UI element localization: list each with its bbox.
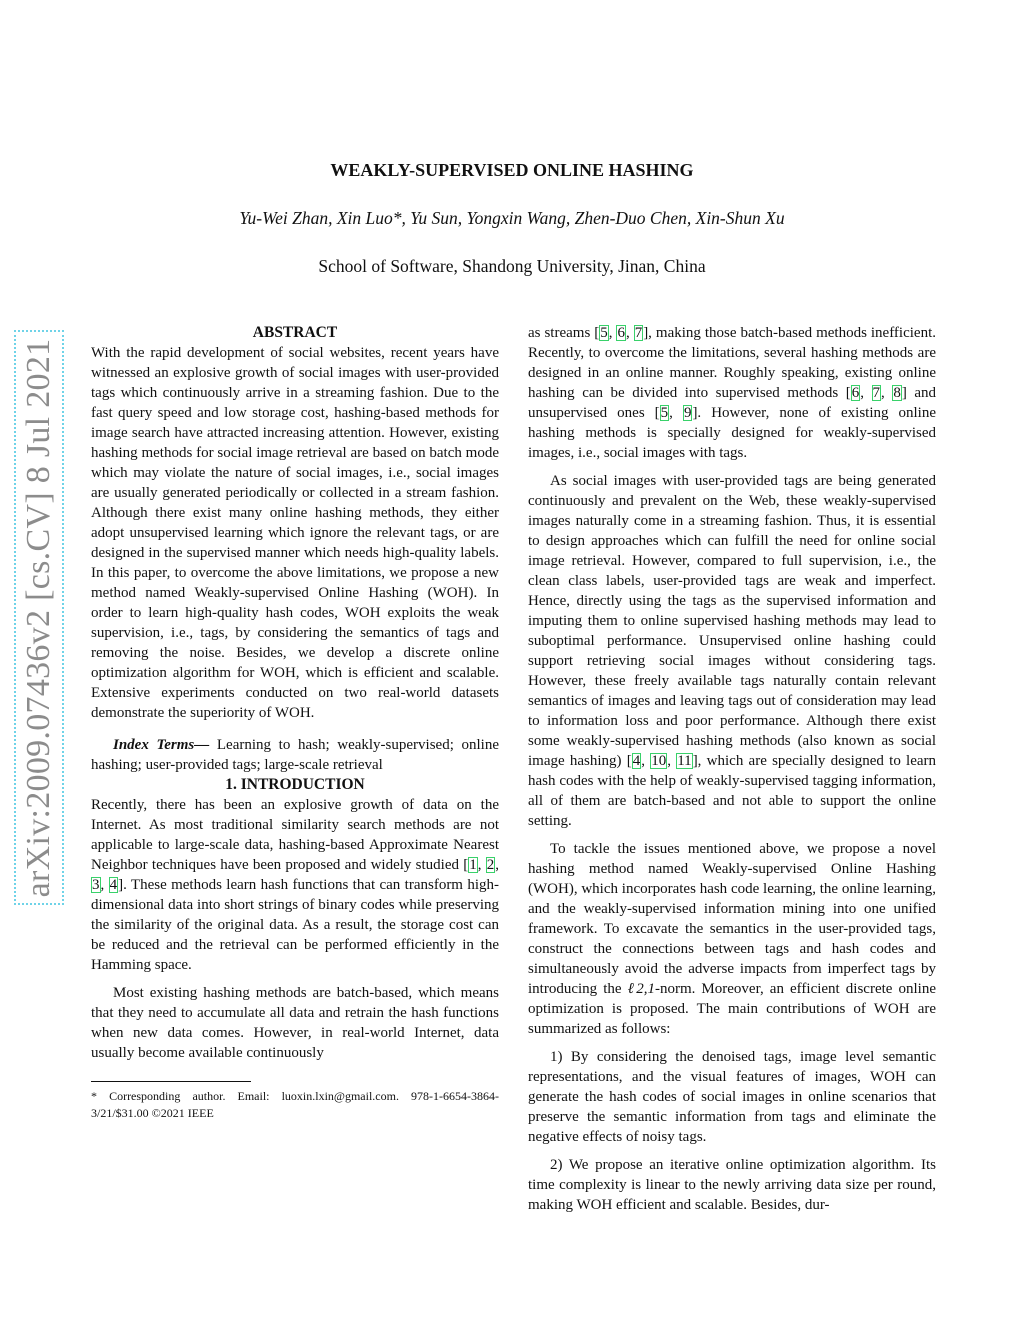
citation-link[interactable]: 4	[109, 877, 118, 893]
citation-link[interactable]: 11	[677, 753, 692, 769]
citation-link[interactable]: 5	[660, 405, 669, 421]
l21-norm-symbol: ℓ2,1	[627, 981, 655, 997]
paper-title: WEAKLY-SUPERVISED ONLINE HASHING	[330, 160, 694, 180]
intro-paragraph-2: Most existing hashing methods are batch-based, which means that they need to accumulate all data and retrain the hash functions when new data comes. However, in real-world Internet, data usually become available continuously	[91, 985, 499, 1061]
footnote-rule	[91, 1081, 251, 1082]
citation-link[interactable]: 7	[872, 385, 881, 401]
right-paragraph-1: as streams [5, 6, 7], making those batch-based methods inefficient. Recently, to overcome the limitations, several hashing methods are designed in an online manner. Roughly speaking, existing online hashing can be divided into supervised methods [6, 7, 8] and unsupervised ones [5, 9]. However, none of existing online hashing methods is specially designed for weakly-supervised images, i.e., social images with tags.	[528, 325, 937, 461]
citation-link[interactable]: 6	[851, 385, 860, 401]
paper-affiliation: School of Software, Shandong University, Jinan, China	[318, 256, 706, 276]
abstract-heading: ABSTRACT	[252, 324, 338, 341]
index-terms-label: Index Terms—	[113, 737, 210, 753]
contribution-1: 1) By considering the denoised tags, image level semantic representations, and the visual features of images, WOH can generate the hash codes of social images in online scenarios that preserve the semantic information from tags and eliminate the negative effects of noisy tags.	[528, 1049, 936, 1145]
index-terms-text: Learning to hash; weakly-supervised; online hashing; user-provided tags; large-scale retrieval	[91, 737, 499, 773]
citation-link[interactable]: 8	[893, 385, 901, 401]
arxiv-id: arXiv:2009.07436v2 [cs.CV] 8 Jul 2021	[20, 338, 57, 897]
citation-link[interactable]: 9	[683, 405, 692, 421]
citation-link[interactable]: 5	[600, 325, 608, 341]
paper-authors: Yu-Wei Zhan, Xin Luo*, Yu Sun, Yongxin Wang, Zhen-Duo Chen, Xin-Shun Xu	[239, 208, 785, 228]
right-column	[528, 323, 936, 1215]
citation-link[interactable]: 6	[617, 325, 625, 341]
citation-link[interactable]: 2	[486, 857, 495, 873]
right-paragraph-3: To tackle the issues mentioned above, we propose a novel hashing method named Weakly-supervised Online Hashing (WOH), which incorporates hash code learning, the online learning, and the weakly-supervised information mining into one unified framework. To excavate the semantics in the user-provided tags, construct the connections between tags and hash codes and simultaneously avoid the adverse impacts from imperfect tags by introducing the ℓ2,1-norm. Moreover, an efficient discrete online optimization is proposed. The main contributions of WOH are summarized as follows:	[528, 841, 937, 1037]
citation-link[interactable]: 10	[651, 753, 667, 769]
contribution-2: 2) We propose an iterative online optimization algorithm. Its time complexity is linear to the newly arriving data size per round, making WOH efficient and scalable. Besides, dur-	[528, 1157, 936, 1213]
left-column	[91, 323, 499, 1122]
citation-link[interactable]: 1	[469, 857, 477, 873]
intro-paragraph-1: Recently, there has been an explosive growth of data on the Internet. As most traditional similarity search methods are not applicable to large-scale data, hashing-based Approximate Nearest Neighbor techniques have been proposed and widely studied [1, 2, 3, 4]. These methods learn hash functions that can transform high-dimensional data into short strings of binary codes while preserving the similarity of the original data. As a result, the storage cost can be reduced and the retrieval can be performed efficiently in the Hamming space.	[91, 797, 500, 973]
citation-link[interactable]: 4	[632, 753, 641, 769]
footnote: * Corresponding author. Email: luoxin.lxin@gmail.com. 978-1-6654-3864-3/21/$31.00 ©2021 IEEE	[91, 1089, 499, 1120]
abstract-text: With the rapid development of social websites, recent years have witnessed an explosive growth of social images with user-provided tags which continuously arrive in a streaming fashion. Due to the fast query speed and low storage cost, hashing-based methods for image search have attracted increasing attention. However, existing hashing methods for social image retrieval are based on batch mode which may violate the nature of social images, i.e., social images are usually generated periodically or collected in a stream fashion. Although there exist many online hashing methods, they either adopt unsupervised learning which ignore the relevant tags, or are designed in the supervised manner which needs high-quality labels. In this paper, to overcome the above limitations, we propose a new method named Weakly-supervised Online Hashing (WOH). In order to learn high-quality hash codes, WOH exploits the weak supervision, i.e., tags, by considering the semantics of tags and removing the noise. Besides, we develop a discrete online optimization algorithm for WOH, which is efficient and scalable. Extensive experiments conducted on two real-world datasets demonstrate the superiority of WOH.	[91, 345, 499, 721]
right-paragraph-2: As social images with user-provided tags are being generated continuously and prevalent on the Web, these weakly-supervised images naturally come in a streaming fashion. Thus, it is essential to design approaches which can fulfill the need for online social image retrieval. However, compared to full supervision, i.e., the clean class labels, user-provided tags are weak and imperfect. Hence, directly using the tags as the supervised information and imputing them to online supervised hashing methods may lead to suboptimal performance. Unsupervised online hashing could support retrieving social images without considering tags. However, these freely available tags naturally contain relevant semantics of images and leaving tags out of consideration may lead to information loss and poor performance. Although there exist some weakly-supervised hashing methods (also known as social image hashing) [4, 10, 11], which are specially designed to learn hash codes with the help of weakly-supervised tagging information, all of them are batch-based and not able to support the online setting.	[528, 473, 937, 829]
arxiv-stamp	[14, 330, 64, 905]
index-terms	[91, 735, 499, 775]
intro-heading: 1. INTRODUCTION	[225, 776, 365, 793]
citation-link[interactable]: 7	[634, 325, 643, 341]
citation-link[interactable]: 3	[92, 877, 100, 893]
